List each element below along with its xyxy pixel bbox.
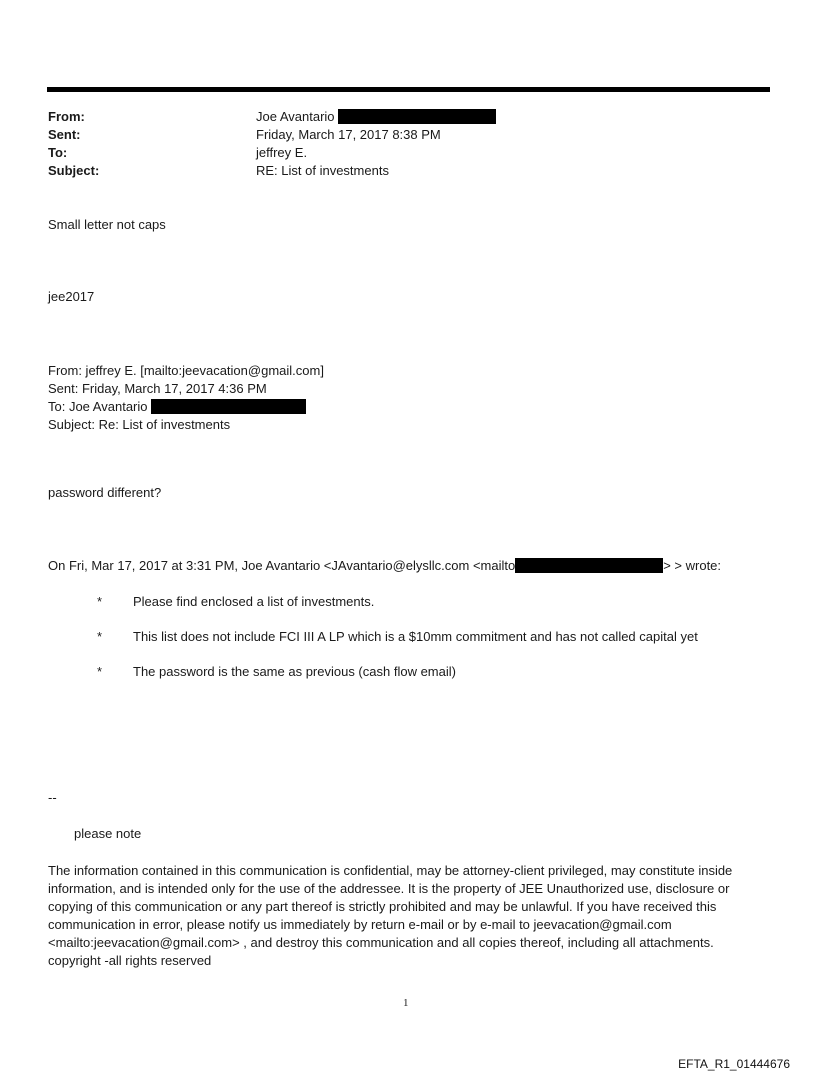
body-line-2: jee2017 <box>48 289 95 304</box>
quoted-message: password different? <box>48 485 162 500</box>
quoted-from: From: jeffrey E. [mailto:jeevacation@gmail.com] <box>48 363 324 378</box>
signature-note: please note <box>74 826 142 841</box>
document-id: EFTA_R1_01444676 <box>678 1057 790 1071</box>
original-intro <box>48 557 721 575</box>
quoted-to-row <box>48 398 324 416</box>
original-intro-suffix: > > wrote: <box>663 558 722 573</box>
header-from-row <box>48 108 748 126</box>
from-value <box>256 108 496 126</box>
subject-value: RE: List of investments <box>256 163 389 178</box>
quoted-subject: Subject: Re: List of investments <box>48 417 231 432</box>
from-name: Joe Avantario <box>256 109 335 124</box>
sent-value: Friday, March 17, 2017 8:38 PM <box>256 127 441 142</box>
header-to-row <box>48 144 748 162</box>
body-line-1: Small letter not caps <box>48 217 166 232</box>
redaction-box <box>515 558 663 573</box>
header-subject-row <box>48 162 748 180</box>
header-rule <box>47 87 770 92</box>
redaction-box <box>151 399 306 414</box>
subject-label: Subject: <box>48 163 100 178</box>
to-value: jeffrey E. <box>256 145 308 160</box>
bullet-text: Please find enclosed a list of investments. <box>133 594 375 609</box>
bullet-marker: * <box>97 594 103 609</box>
header-sent-row <box>48 126 748 144</box>
quoted-sent: Sent: Friday, March 17, 2017 4:36 PM <box>48 381 267 396</box>
original-intro-prefix: On Fri, Mar 17, 2017 at 3:31 PM, Joe Avantario <JAvantario@elysllc.com <mailto <box>48 558 516 573</box>
confidentiality-disclaimer: The information contained in this communication is confidential, may be attorney-client privileged, may constitute inside information, and is intended only for the use of the addressee. It is the property of JEE Unauthorized use, disclosure or copying of this communication or any part thereof is strictly prohibited and may be unlawful. If you have received this communication in error, please notify us immediately by return e-mail or by e-mail to jeevacation@gmail.com <mailto:jeevacation@gmail.com> , and destroy this communication and all copies thereof, including all attachments. copyright -all rights reserved <box>48 863 733 968</box>
sent-label: Sent: <box>48 127 81 142</box>
from-label: From: <box>48 109 85 124</box>
signature-separator: -- <box>48 790 57 805</box>
email-header <box>48 108 748 180</box>
bullet-text: The password is the same as previous (cash flow email) <box>133 664 456 679</box>
quoted-header <box>48 362 324 434</box>
bullet-marker: * <box>97 629 103 644</box>
bullet-text: This list does not include FCI III A LP which is a $10mm commitment and has not called capital yet <box>133 629 698 644</box>
page-number: 1 <box>403 997 409 1009</box>
redaction-box <box>338 109 496 124</box>
bullet-marker: * <box>97 664 103 679</box>
to-label: To: <box>48 145 68 160</box>
quoted-to: To: Joe Avantario <box>48 399 148 414</box>
